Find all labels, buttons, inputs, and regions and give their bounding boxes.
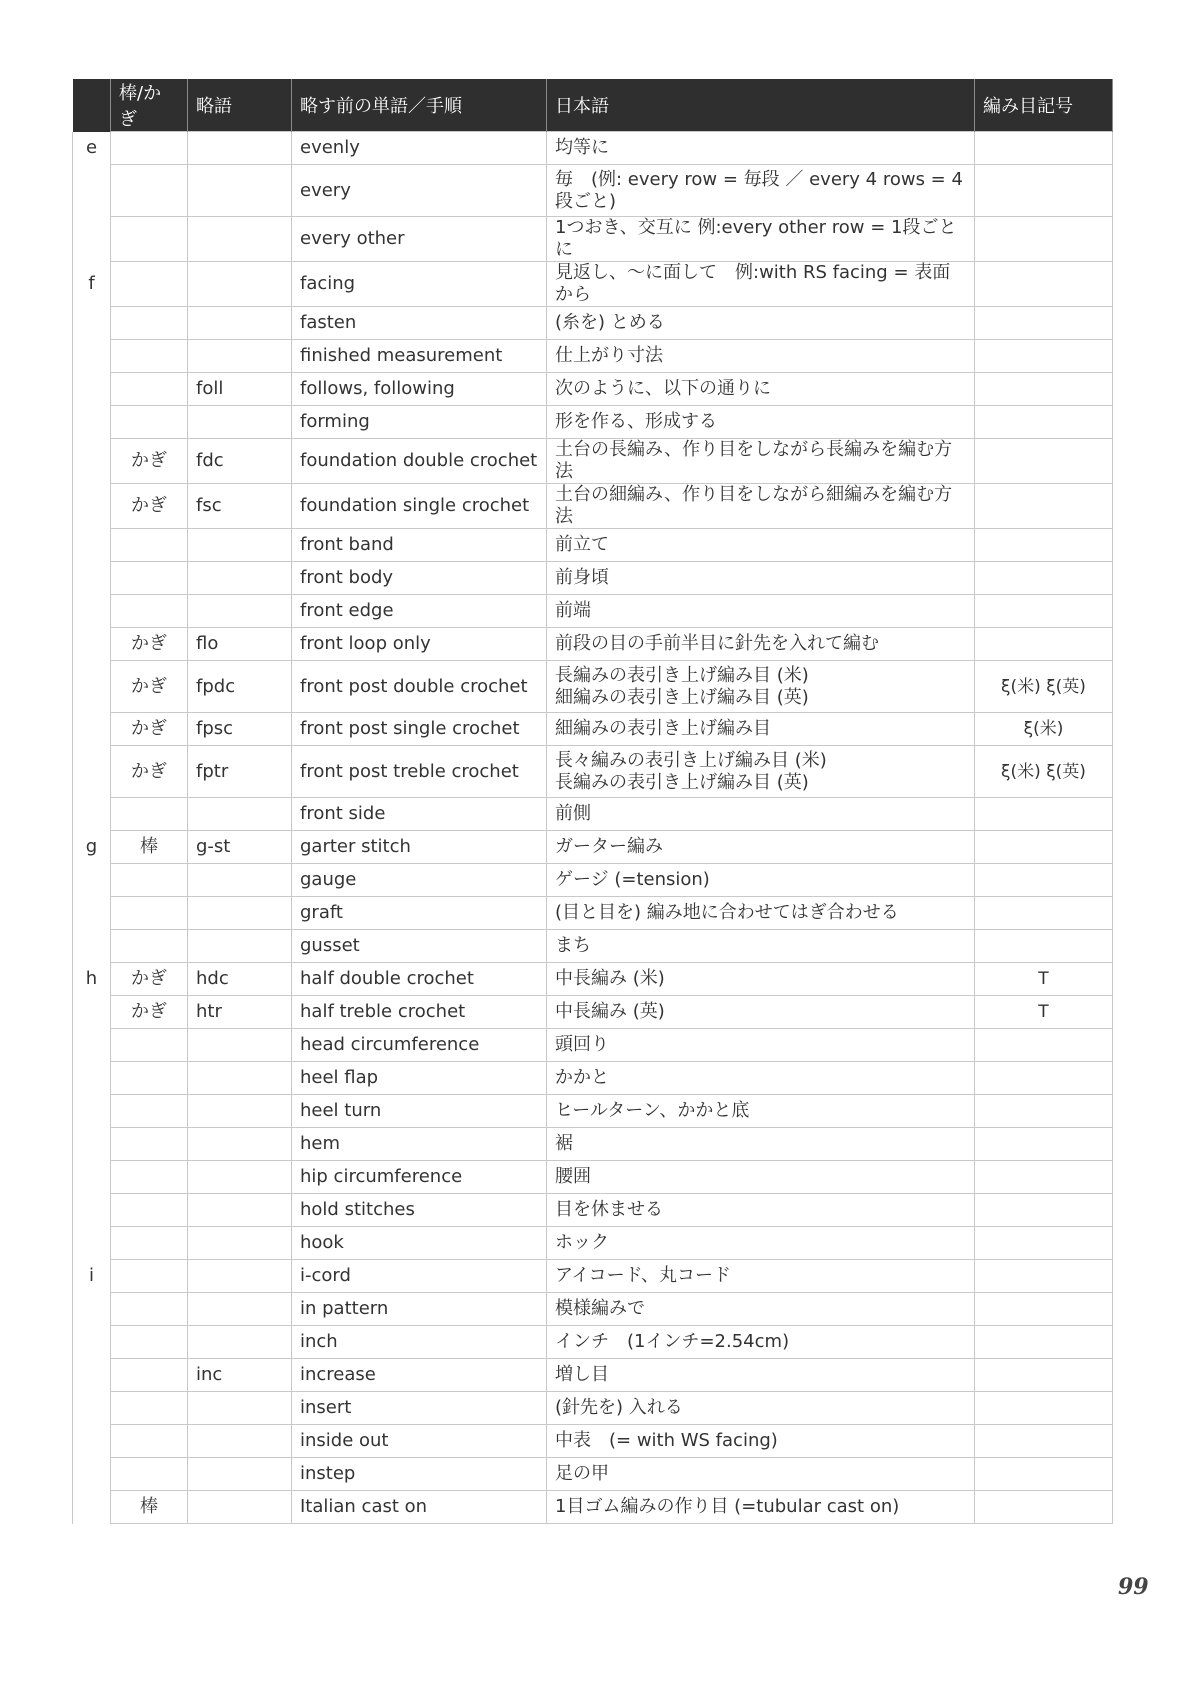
letter-cell [73, 1227, 111, 1260]
table-row [73, 1062, 1113, 1095]
tool-cell: かぎ [111, 661, 188, 713]
abbreviation-cell [188, 1227, 292, 1260]
symbol-cell [975, 1491, 1113, 1524]
tool-cell [111, 1392, 188, 1425]
letter-cell [73, 746, 111, 798]
page-number: 99 [1118, 1574, 1149, 1600]
term-cell: evenly [292, 132, 547, 165]
term-cell: i-cord [292, 1260, 547, 1293]
letter-cell [73, 1194, 111, 1227]
letter-cell [73, 1491, 111, 1524]
symbol-cell [975, 1161, 1113, 1194]
table-row [73, 262, 1113, 307]
japanese-cell: 前立て [547, 529, 975, 562]
letter-cell: f [73, 262, 111, 307]
header-term: 略す前の単語／手順 [292, 79, 547, 132]
letter-cell [73, 1161, 111, 1194]
symbol-cell [975, 1128, 1113, 1161]
tool-cell: 棒 [111, 831, 188, 864]
abbreviation-cell [188, 340, 292, 373]
table-header-row [73, 79, 1113, 132]
abbreviation-cell [188, 798, 292, 831]
symbol-cell [975, 484, 1113, 529]
japanese-cell: かかと [547, 1062, 975, 1095]
term-cell: hold stitches [292, 1194, 547, 1227]
abbreviation-cell [188, 1161, 292, 1194]
tool-cell [111, 1425, 188, 1458]
table-row [73, 713, 1113, 746]
abbreviation-cell [188, 1260, 292, 1293]
table-row [73, 439, 1113, 484]
letter-cell [73, 897, 111, 930]
abbreviation-cell [188, 1425, 292, 1458]
letter-cell [73, 713, 111, 746]
japanese-cell: 1つおき、交互に 例:every other row = 1段ごとに [547, 217, 975, 262]
japanese-cell: 1目ゴム編みの作り目 (=tubular cast on) [547, 1491, 975, 1524]
tool-cell: かぎ [111, 628, 188, 661]
letter-cell [73, 595, 111, 628]
symbol-cell: ξ(米) [975, 713, 1113, 746]
term-cell: foundation double crochet [292, 439, 547, 484]
letter-cell [73, 1392, 111, 1425]
abbreviation-cell: fdc [188, 439, 292, 484]
tool-cell [111, 1062, 188, 1095]
abbreviation-cell [188, 1392, 292, 1425]
term-cell: in pattern [292, 1293, 547, 1326]
symbol-cell [975, 1029, 1113, 1062]
abbreviation-cell: g-st [188, 831, 292, 864]
symbol-cell [975, 1458, 1113, 1491]
letter-cell [73, 439, 111, 484]
japanese-cell: 模様編みで [547, 1293, 975, 1326]
table-row [73, 864, 1113, 897]
abbreviation-cell: hdc [188, 963, 292, 996]
table-row [73, 1458, 1113, 1491]
abbreviation-cell: inc [188, 1359, 292, 1392]
abbreviation-cell [188, 864, 292, 897]
japanese-cell: ゲージ (=tension) [547, 864, 975, 897]
abbreviation-cell [188, 1128, 292, 1161]
symbol-cell [975, 1392, 1113, 1425]
table-row [73, 831, 1113, 864]
symbol-cell [975, 1260, 1113, 1293]
symbol-cell [975, 165, 1113, 217]
table-row [73, 1128, 1113, 1161]
term-cell: front post treble crochet [292, 746, 547, 798]
term-cell: increase [292, 1359, 547, 1392]
term-cell: insert [292, 1392, 547, 1425]
symbol-cell [975, 1095, 1113, 1128]
tool-cell [111, 1161, 188, 1194]
japanese-cell: 仕上がり寸法 [547, 340, 975, 373]
symbol-cell [975, 1194, 1113, 1227]
letter-cell [73, 798, 111, 831]
japanese-cell: 均等に [547, 132, 975, 165]
letter-cell: e [73, 132, 111, 165]
term-cell: front band [292, 529, 547, 562]
letter-cell [73, 628, 111, 661]
symbol-cell [975, 262, 1113, 307]
abbreviation-cell: fpdc [188, 661, 292, 713]
symbol-cell [975, 595, 1113, 628]
term-cell: half treble crochet [292, 996, 547, 1029]
tool-cell [111, 1227, 188, 1260]
symbol-cell [975, 930, 1113, 963]
japanese-cell: 中表 (= with WS facing) [547, 1425, 975, 1458]
letter-cell [73, 1326, 111, 1359]
japanese-cell: 腰囲 [547, 1161, 975, 1194]
letter-cell [73, 661, 111, 713]
term-cell: front loop only [292, 628, 547, 661]
abbreviation-cell: flo [188, 628, 292, 661]
table-row [73, 1161, 1113, 1194]
table-row [73, 661, 1113, 713]
abbreviation-cell [188, 406, 292, 439]
letter-cell [73, 217, 111, 262]
term-cell: hem [292, 1128, 547, 1161]
tool-cell [111, 340, 188, 373]
tool-cell [111, 798, 188, 831]
term-cell: gusset [292, 930, 547, 963]
tool-cell [111, 373, 188, 406]
tool-cell: かぎ [111, 746, 188, 798]
tool-cell [111, 165, 188, 217]
header-abbreviation: 略語 [188, 79, 292, 132]
letter-cell [73, 1095, 111, 1128]
abbreviation-cell [188, 217, 292, 262]
tool-cell [111, 1260, 188, 1293]
japanese-cell: 細編みの表引き上げ編み目 [547, 713, 975, 746]
letter-cell [73, 307, 111, 340]
term-cell: half double crochet [292, 963, 547, 996]
tool-cell [111, 562, 188, 595]
japanese-cell: 頭回り [547, 1029, 975, 1062]
glossary-table [72, 79, 1113, 1524]
japanese-cell: 次のように、以下の通りに [547, 373, 975, 406]
symbol-cell [975, 406, 1113, 439]
header-letter [73, 79, 111, 132]
abbreviation-cell [188, 1095, 292, 1128]
tool-cell [111, 217, 188, 262]
tool-cell [111, 262, 188, 307]
japanese-cell: 中長編み (米) [547, 963, 975, 996]
japanese-cell: 毎 (例: every row = 毎段 ／ every 4 rows = 4段ごと) [547, 165, 975, 217]
letter-cell [73, 1359, 111, 1392]
symbol-cell [975, 1359, 1113, 1392]
table-row [73, 1425, 1113, 1458]
term-cell: facing [292, 262, 547, 307]
term-cell: front body [292, 562, 547, 595]
tool-cell [111, 1095, 188, 1128]
tool-cell [111, 307, 188, 340]
japanese-cell: 長編みの表引き上げ編み目 (米) 細編みの表引き上げ編み目 (英) [547, 661, 975, 713]
letter-cell [73, 1029, 111, 1062]
abbreviation-cell [188, 132, 292, 165]
table-row [73, 1293, 1113, 1326]
term-cell: hook [292, 1227, 547, 1260]
letter-cell [73, 484, 111, 529]
letter-cell [73, 996, 111, 1029]
letter-cell [73, 1062, 111, 1095]
table-row [73, 1392, 1113, 1425]
japanese-cell: 長々編みの表引き上げ編み目 (米) 長編みの表引き上げ編み目 (英) [547, 746, 975, 798]
abbreviation-cell: fsc [188, 484, 292, 529]
letter-cell [73, 165, 111, 217]
table-row [73, 340, 1113, 373]
symbol-cell: ξ(米) ξ(英) [975, 661, 1113, 713]
letter-cell [73, 1458, 111, 1491]
tool-cell [111, 1128, 188, 1161]
table-row [73, 484, 1113, 529]
term-cell: every [292, 165, 547, 217]
term-cell: garter stitch [292, 831, 547, 864]
term-cell: foundation single crochet [292, 484, 547, 529]
abbreviation-cell [188, 165, 292, 217]
abbreviation-cell [188, 1293, 292, 1326]
symbol-cell [975, 897, 1113, 930]
letter-cell [73, 406, 111, 439]
term-cell: heel turn [292, 1095, 547, 1128]
symbol-cell [975, 1062, 1113, 1095]
symbol-cell [975, 439, 1113, 484]
term-cell: graft [292, 897, 547, 930]
tool-cell: かぎ [111, 439, 188, 484]
term-cell: hip circumference [292, 1161, 547, 1194]
tool-cell [111, 897, 188, 930]
abbreviation-cell: fpsc [188, 713, 292, 746]
table-row [73, 897, 1113, 930]
symbol-cell: T [975, 996, 1113, 1029]
japanese-cell: インチ (1インチ=2.54cm) [547, 1326, 975, 1359]
table-row [73, 132, 1113, 165]
table-row [73, 529, 1113, 562]
symbol-cell [975, 864, 1113, 897]
japanese-cell: ガーター編み [547, 831, 975, 864]
abbreviation-cell [188, 529, 292, 562]
abbreviation-cell [188, 1029, 292, 1062]
symbol-cell [975, 132, 1113, 165]
header-japanese: 日本語 [547, 79, 975, 132]
japanese-cell: (針先を) 入れる [547, 1392, 975, 1425]
japanese-cell: 中長編み (英) [547, 996, 975, 1029]
term-cell: front post single crochet [292, 713, 547, 746]
table-row [73, 798, 1113, 831]
japanese-cell: 増し目 [547, 1359, 975, 1392]
japanese-cell: 前端 [547, 595, 975, 628]
letter-cell: h [73, 963, 111, 996]
abbreviation-cell [188, 307, 292, 340]
table-row [73, 217, 1113, 262]
tool-cell: かぎ [111, 713, 188, 746]
header-symbol: 編み目記号 [975, 79, 1113, 132]
tool-cell: かぎ [111, 996, 188, 1029]
letter-cell [73, 1128, 111, 1161]
term-cell: gauge [292, 864, 547, 897]
japanese-cell: 土台の細編み、作り目をしながら細編みを編む方法 [547, 484, 975, 529]
abbreviation-cell: htr [188, 996, 292, 1029]
letter-cell [73, 864, 111, 897]
abbreviation-cell [188, 562, 292, 595]
term-cell: front side [292, 798, 547, 831]
term-cell: forming [292, 406, 547, 439]
abbreviation-cell [188, 897, 292, 930]
term-cell: Italian cast on [292, 1491, 547, 1524]
term-cell: front edge [292, 595, 547, 628]
term-cell: inch [292, 1326, 547, 1359]
term-cell: heel flap [292, 1062, 547, 1095]
symbol-cell [975, 373, 1113, 406]
japanese-cell: 目を休ませる [547, 1194, 975, 1227]
symbol-cell [975, 562, 1113, 595]
tool-cell [111, 1326, 188, 1359]
letter-cell [73, 562, 111, 595]
abbreviation-cell [188, 595, 292, 628]
tool-cell [111, 595, 188, 628]
term-cell: finished measurement [292, 340, 547, 373]
japanese-cell: (糸を) とめる [547, 307, 975, 340]
tool-cell [111, 864, 188, 897]
symbol-cell [975, 529, 1113, 562]
japanese-cell: 前側 [547, 798, 975, 831]
symbol-cell [975, 831, 1113, 864]
tool-cell [111, 1029, 188, 1062]
abbreviation-cell: fptr [188, 746, 292, 798]
tool-cell [111, 930, 188, 963]
japanese-cell: 形を作る、形成する [547, 406, 975, 439]
table-row [73, 562, 1113, 595]
japanese-cell: 裾 [547, 1128, 975, 1161]
japanese-cell: 土台の長編み、作り目をしながら長編みを編む方法 [547, 439, 975, 484]
symbol-cell: T [975, 963, 1113, 996]
japanese-cell: アイコード、丸コード [547, 1260, 975, 1293]
japanese-cell: ヒールターン、かかと底 [547, 1095, 975, 1128]
table-row [73, 1095, 1113, 1128]
table-row [73, 406, 1113, 439]
table-row [73, 1326, 1113, 1359]
letter-cell: g [73, 831, 111, 864]
term-cell: instep [292, 1458, 547, 1491]
letter-cell [73, 930, 111, 963]
tool-cell [111, 1458, 188, 1491]
tool-cell: かぎ [111, 963, 188, 996]
abbreviation-cell [188, 930, 292, 963]
tool-cell [111, 406, 188, 439]
letter-cell [73, 373, 111, 406]
letter-cell [73, 529, 111, 562]
symbol-cell [975, 1326, 1113, 1359]
table-row [73, 1029, 1113, 1062]
table-row [73, 165, 1113, 217]
japanese-cell: まち [547, 930, 975, 963]
tool-cell [111, 529, 188, 562]
symbol-cell [975, 1227, 1113, 1260]
tool-cell [111, 132, 188, 165]
symbol-cell [975, 628, 1113, 661]
symbol-cell: ξ(米) ξ(英) [975, 746, 1113, 798]
symbol-cell [975, 1293, 1113, 1326]
abbreviation-cell [188, 1491, 292, 1524]
table-row [73, 307, 1113, 340]
term-cell: every other [292, 217, 547, 262]
japanese-cell: 前身頃 [547, 562, 975, 595]
term-cell: head circumference [292, 1029, 547, 1062]
japanese-cell: (目と目を) 編み地に合わせてはぎ合わせる [547, 897, 975, 930]
letter-cell [73, 1293, 111, 1326]
symbol-cell [975, 340, 1113, 373]
table-row [73, 746, 1113, 798]
tool-cell [111, 1359, 188, 1392]
abbreviation-cell [188, 1194, 292, 1227]
tool-cell [111, 1293, 188, 1326]
term-cell: follows, following [292, 373, 547, 406]
table-row [73, 1260, 1113, 1293]
abbreviation-cell [188, 1062, 292, 1095]
abbreviation-cell [188, 1458, 292, 1491]
symbol-cell [975, 307, 1113, 340]
term-cell: inside out [292, 1425, 547, 1458]
table-row [73, 628, 1113, 661]
table-row [73, 595, 1113, 628]
header-tool: 棒/かぎ [111, 79, 188, 132]
table-body [73, 132, 1113, 1524]
japanese-cell: 見返し、～に面して 例:with RS facing = 表面から [547, 262, 975, 307]
tool-cell [111, 1194, 188, 1227]
letter-cell [73, 1425, 111, 1458]
abbreviation-cell [188, 262, 292, 307]
tool-cell: 棒 [111, 1491, 188, 1524]
letter-cell [73, 340, 111, 373]
symbol-cell [975, 1425, 1113, 1458]
symbol-cell [975, 217, 1113, 262]
table-row [73, 996, 1113, 1029]
tool-cell: かぎ [111, 484, 188, 529]
abbreviation-cell [188, 1326, 292, 1359]
term-cell: fasten [292, 307, 547, 340]
table-row [73, 930, 1113, 963]
abbreviation-cell: foll [188, 373, 292, 406]
japanese-cell: 前段の目の手前半目に針先を入れて編む [547, 628, 975, 661]
letter-cell: i [73, 1260, 111, 1293]
table-row [73, 1359, 1113, 1392]
table-row [73, 1227, 1113, 1260]
table-row [73, 963, 1113, 996]
term-cell: front post double crochet [292, 661, 547, 713]
table-row [73, 373, 1113, 406]
table-row [73, 1194, 1113, 1227]
japanese-cell: 足の甲 [547, 1458, 975, 1491]
japanese-cell: ホック [547, 1227, 975, 1260]
symbol-cell [975, 798, 1113, 831]
table-row [73, 1491, 1113, 1524]
